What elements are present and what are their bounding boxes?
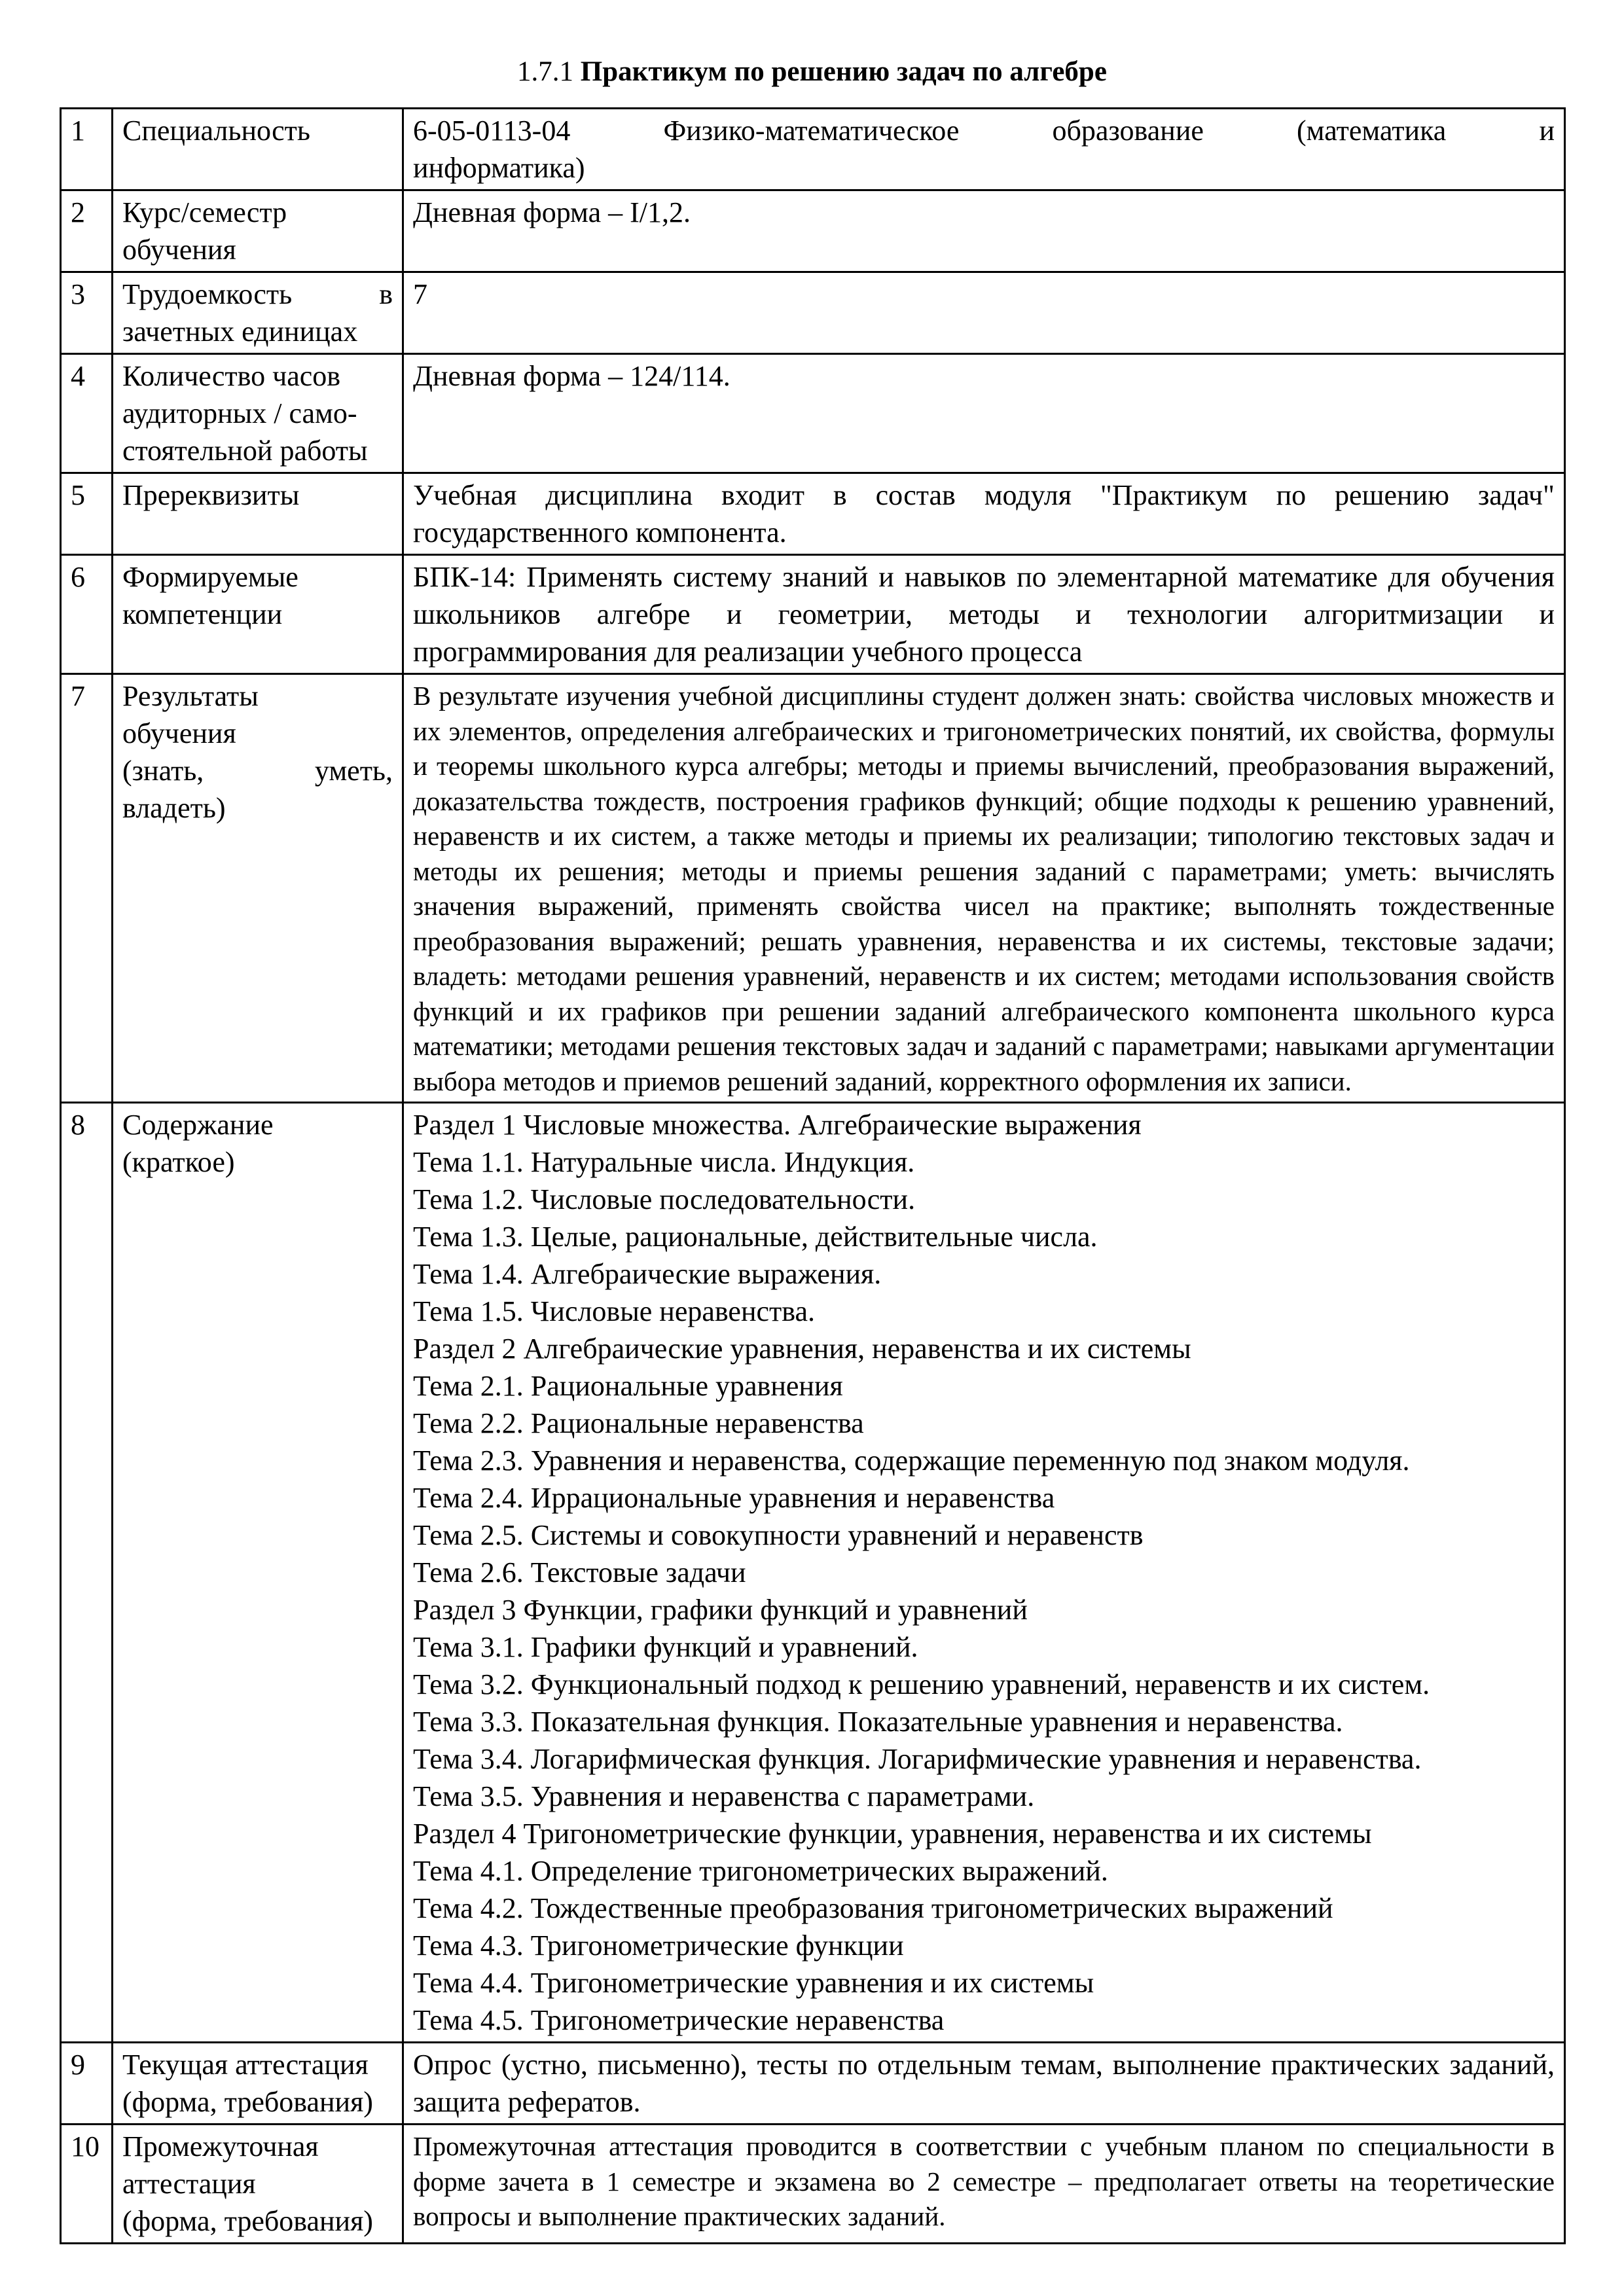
topic-item: Тема 2.5. Системы и совокупности уравнений и неравенств [413,1519,1144,1551]
topic-item: Тема 1.3. Целые, рациональные, действительные числа. [413,1221,1098,1253]
topic-item: Тема 2.4. Иррациональные уравнения и неравенства [413,1482,1055,1514]
row-label: Курс/семестр обучения [113,190,403,272]
row-value: Учебная дисциплина входит в состав модуля "Практикум по решению задач" государственного компонента. [403,473,1565,555]
row-label [113,2125,403,2244]
topic-item: Тема 2.1. Рациональные уравнения [413,1370,843,1402]
topic-item: Тема 4.4. Тригонометрические уравнения и их системы [413,1967,1094,1999]
row-number: 8 [61,1103,113,2043]
row-label: Пререквизиты [113,473,403,555]
topic-item: Тема 2.3. Уравнения и неравенства, содержащие переменную под знаком модуля. [413,1444,1410,1477]
specialty-code: 6-05-0113-04 [413,115,571,147]
content-list [403,1103,1565,2043]
specialty-line [413,112,1555,149]
row-label [113,674,403,1103]
topic-item: Тема 3.5. Уравнения и неравенства с параметрами. [413,1780,1035,1812]
label-line [122,276,393,313]
section-heading: Раздел 2 Алгебраические уравнения, неравенства и их системы [413,1333,1191,1365]
topic-item: Тема 3.4. Логарифмическая функция. Логарифмические уравнения и неравенства. [413,1743,1422,1775]
row-label: Специальность [113,109,403,190]
label-line [122,357,393,395]
discipline-card-table [60,107,1566,2244]
label-line: обучения [122,717,236,749]
label-line: (краткое) [122,1146,235,1178]
row-number: 5 [61,473,113,555]
topic-item: Тема 4.3. Тригонометрические функции [413,1929,904,1962]
topic-item: Тема 2.2. Рациональные неравенства [413,1407,864,1439]
row-number: 3 [61,272,113,354]
specialty-tail: информатика) [413,152,585,184]
topic-item: Тема 4.2. Тождественные преобразования тригонометрических выражений [413,1892,1333,1924]
title-number: 1.7.1 [517,56,574,87]
section-heading: Раздел 4 Тригонометрические функции, уравнения, неравенства и их системы [413,1818,1372,1850]
row-number: 4 [61,354,113,473]
row-value: Дневная форма – I/1,2. [403,190,1565,272]
row-number: 2 [61,190,113,272]
label-line: (форма, требования) [122,2205,373,2237]
label-line: аттестация [122,2168,256,2200]
label-line: (форма, требования) [122,2086,373,2118]
table-row [61,190,1565,272]
topic-item: Тема 1.4. Алгебраические выражения. [413,1258,882,1290]
row-value [403,109,1565,190]
topic-item: Тема 4.1. Определение тригонометрических выражений. [413,1855,1108,1887]
label-word: Количество часов [122,360,341,392]
table-row [61,555,1565,674]
topic-item: Тема 1.5. Числовые неравенства. [413,1295,815,1327]
title-text: Практикум по решению задач по алгебре [580,56,1107,87]
section-heading: Раздел 3 Функции, графики функций и уравнений [413,1594,1028,1626]
section-heading: Раздел 1 Числовые множества. Алгебраические выражения [413,1109,1142,1141]
label-line: зачетных единицах [122,315,358,348]
label-line: владеть) [122,792,226,824]
table-row [61,473,1565,555]
label-line: аудиторных / само- [122,397,357,429]
topic-item: Тема 2.6. Текстовые задачи [413,1556,746,1588]
row-value: БПК-14: Применять систему знаний и навыков по элементарной математике для обучения школьников алгебре и геометрии, методы и технологии алгоритмизации и программирования для реализации учебного процесса [403,555,1565,674]
row-label: Формируемые компетенции [113,555,403,674]
row-value: В результате изучения учебной дисциплины студент должен знать: свойства числовых множеств и их элементов, определения алгебраических и тригонометрических понятий, их свойства, формулы и теоремы школьного курса алгебры; методы и приемы вычислений, преобразования выражений, доказательства тождеств, построения графиков функций; общие подходы к решению уравнений, неравенств и их систем, а также методы и приемы их реализации; типологию текстовых задач и методы их решения; методы и приемы решения заданий с параметрами; уметь: вычислять значения выражений, применять свойства чисел на практике; выполнять тождественные преобразования выражений; решать уравнения, неравенства и их системы, текстовые задачи; владеть: методами решения уравнений, неравенств и их систем; методами использования свойств функций и их графиков при решении заданий алгебраического компонента школьного курса математики; методами решения текстовых задач и заданий с параметрами; навыками аргументации выбора методов и приемов решений заданий, корректного оформления их записи. [403,674,1565,1103]
row-number: 9 [61,2043,113,2125]
table-row [61,354,1565,473]
row-number: 1 [61,109,113,190]
table-row [61,109,1565,190]
topic-item: Тема 3.2. Функциональный подход к решению уравнений, неравенств и их систем. [413,1668,1430,1700]
row-value: Опрос (устно, письменно), тесты по отдельным темам, выполнение практических заданий, защита рефератов. [403,2043,1565,2125]
table-row [61,674,1565,1103]
row-value: Дневная форма – 124/114. [403,354,1565,473]
table-row [61,2043,1565,2125]
label-line: Результаты [122,680,259,712]
label-word: уметь, [314,755,393,787]
row-label [113,354,403,473]
topic-item: Тема 3.3. Показательная функция. Показательные уравнения и неравенства. [413,1706,1343,1738]
topic-item: Тема 3.1. Графики функций и уравнений. [413,1631,918,1663]
topic-item: Тема 1.2. Числовые последовательности. [413,1183,916,1215]
row-value: 7 [403,272,1565,354]
row-label [113,2043,403,2125]
label-line: стоятельной работы [122,435,368,467]
specialty-word: (математика [1297,115,1447,147]
table-row [61,2125,1565,2244]
label-line: Текущая аттестация [122,2049,369,2081]
label-word: Трудоемкость [122,278,293,310]
row-label [113,272,403,354]
table-row [61,1103,1565,2043]
topic-item: Тема 4.5. Тригонометрические неравенства [413,2004,945,2036]
label-line [122,752,393,789]
row-number: 10 [61,2125,113,2244]
row-number: 7 [61,674,113,1103]
label-line: Промежуточная [122,2130,319,2162]
specialty-word: и [1539,115,1555,147]
page-title [0,54,1624,90]
row-number: 6 [61,555,113,674]
topic-item: Тема 1.1. Натуральные числа. Индукция. [413,1146,915,1178]
row-label [113,1103,403,2043]
row-value: Промежуточная аттестация проводится в соответствии с учебным планом по специальности в форме зачета в 1 семестре и экзамена во 2 семестре – предполагает ответы на теоретические вопросы и выполнение практических заданий. [403,2125,1565,2244]
specialty-word: Физико-математическое [663,115,960,147]
label-word: в [379,278,393,310]
specialty-word: образование [1052,115,1204,147]
table-row [61,272,1565,354]
label-word: (знать, [122,755,204,787]
label-line: Содержание [122,1109,274,1141]
